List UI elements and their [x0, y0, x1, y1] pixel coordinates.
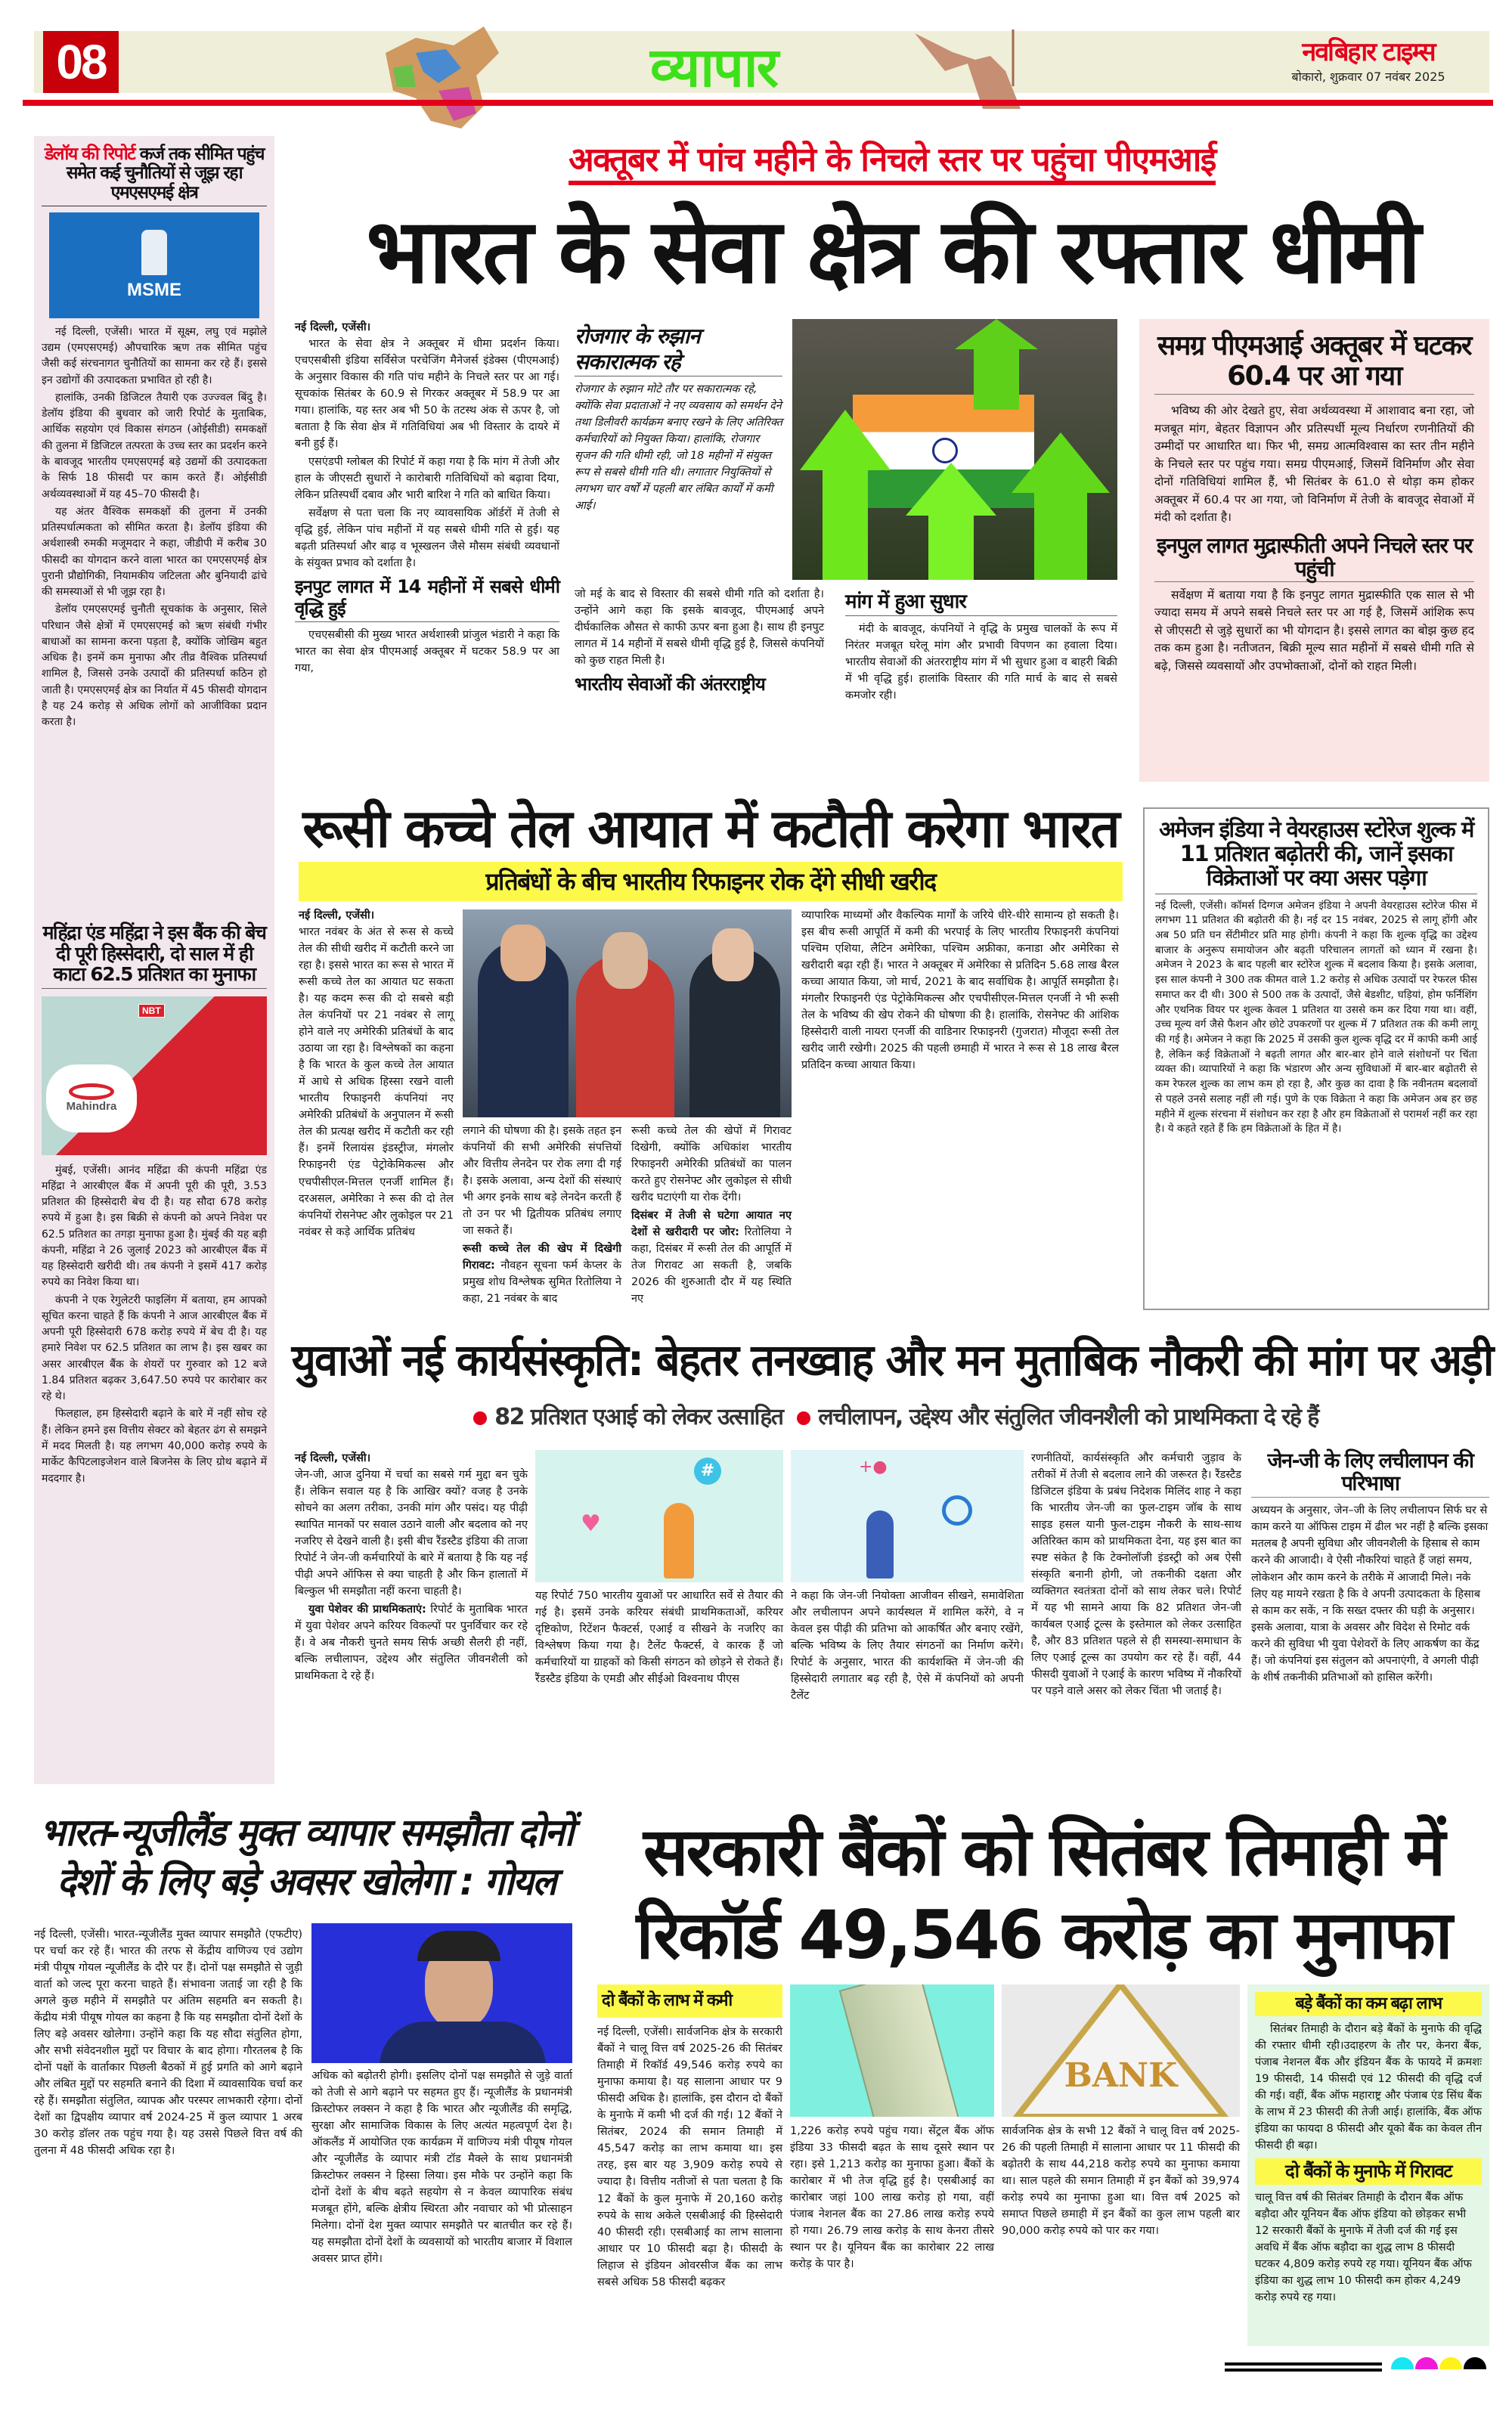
header-rule: [23, 100, 1493, 106]
black-mark-icon: [1464, 2357, 1486, 2369]
banks-box-text: चालू वित्त वर्ष की सितंबर तिमाही के दौरान बैंक ऑफ बड़ौदा और यूनियन बैंक ऑफ इंडिया को छोड़कर सभी 12 सरकारी बैंकों के मुनाफे में तेजी दर्ज की गई इस अवधि में बैंक ऑफ बड़ौदा का शुद्ध लाभ 8 फीसदी घटकर 4,809 करोड़ रुपये रह गया। यूनियन बैंक ऑफ इंडिया का शुद्ध लाभ 10 फीसदी कम होकर 4,249 करोड़ रुपये रह गया।: [1255, 2191, 1472, 2304]
oil-headline: रूसी कच्चे तेल आयात में कटौती करेगा भारत: [302, 798, 1119, 860]
youth-subhead: युवा पेशेवर की प्राथमिकताएं:: [308, 1603, 426, 1616]
msme-logo-image: [49, 212, 259, 318]
oil-paragraph: लगाने की घोषणा की है। इसके तहत इन कंपनियों की सभी अमेरिकी संपत्तियों और वित्तीय लेनदेन पर रोक लगा दी गई है। इसके अलावा, अन्य देशों की संस्थाएं भी अगर इनके साथ बड़े लेनदेन करती हैं तो उन पर भी द्वितीयक प्रतिबंध लगाए जा सकते हैं।: [463, 1125, 621, 1238]
nz-paragraph: नई दिल्ली, एजेंसी। भारत-न्यूजीलैंड मुक्त व्यापार समझौते (एफटीए) पर चर्चा कर रहे हैं। भारत की तरफ से केंद्रीय वाणिज्य एवं उद्योग मंत्री पीयूष गोयल न्यूजीलैंड के दौरे पर हैं। दोनों पक्ष समझौते से जुड़ी वार्ता को जल्द पूरा करना चाहते हैं। संभावना जताई जा रही है कि अगले कुछ महीने में समझौते पर अंतिम सहमति बन सकती है। केंद्रीय मंत्री पीयूष गोयल का कहना है कि यह समझौता दोनों देशों के लिए बड़े अवसर खोलेगा। उन्होंने कहा कि यह सौदा संतुलित होगा, और सभी संवेदनशील मुद्दों पर विचार के बाद होगा। गौरतलब है कि दोनों पक्षों के वार्ताकार पिछली बैठकों में हुई प्रगति को आगे बढ़ाने और लंबित मुद्दों पर सहमति बनाने की दिशा में व्यावसायिक चर्चा कर रहे हैं। समझौता संतुलित, व्यापक और परस्पर लाभकारी रहेगा। दोनों देशों का द्विपक्षीय व्यापार वर्ष 2024-25 में कुल व्यापार 1 अरब 30 करोड़ डॉलर तक पहुंच गया है। यह उससे पिछले वित्त वर्ष की तुलना में 48 फीसदी अधिक रहा है।: [34, 1929, 302, 2158]
banks-box-subhead: दो बैंकों के मुनाफे में गिरावट: [1255, 2158, 1482, 2184]
services-paragraph: एचएसबीसी की मुख्य भारत अर्थशास्त्री प्रांजुल भंडारी ने कहा कि भारत का सेवा क्षेत्र पीएमआई अक्तूबर में घटकर 58.9 पर आ गया,: [295, 629, 559, 675]
genz-headline: जेन-जी के लिए लचीलापन की परिभाषा: [1251, 1450, 1489, 1498]
currency-notes-photo: [790, 1984, 994, 2117]
oil-subhead: रूसी कच्चे तेल की खेप में दिखेगी गिरावट:: [463, 1243, 621, 1272]
magenta-mark-icon: [1415, 2357, 1438, 2369]
youth-paragraph: रिपोर्ट के मुताबिक भारत में युवा पेशेवर अपने करियर विकल्पों पर पुनर्विचार कर रहे हैं। वे अब नौकरी चुनते समय सिर्फ अच्छी सैलरी ही नहीं, बल्कि लचीलापन, उद्देश्य और संतुलित जीवनशैली को प्राथमिकता दे रहे हैं।: [295, 1603, 528, 1683]
msme-paragraph: यह अंतर वैश्विक समकक्षों की तुलना में उनकी प्रतिस्पर्धात्मकता को सीमित करता है। डेलॉय इंडिया की अर्थशास्त्री रुमकी मजूमदार ने कहा, जीडीपी में करीब 30 फीसदी का योगदान करने वाला भारत का एमएसएमई क्षेत्र पुरानी प्रौद्योगिकी, नियामकीय जटिलता और बुनियादी ढांचे की समस्याओं से भी जूझ रहा है।: [42, 505, 267, 599]
genz-text: अध्ययन के अनुसार, जेन–जी के लिए लचीलापन सिर्फ घर से काम करने या ऑफिस टाइम में ढील भर नहीं है बल्कि इसका मतलब है अपनी सुविधा और जीवनशैली के हिसाब से काम करने की आजादी। वे ऐसी नौकरियां चाहते हैं जहां समय, लोकेशन और काम करने के तरीके में आजादी मिले। नके लिए यह मायने रखता है कि वे अपनी उत्पादकता के हिसाब से काम कर सकें, न कि सख्त दफ्तर की घड़ी के अनुसार। इसके अलावा, यात्रा के अवसर और विदेश से रिमोट वर्क करने की सुविधा भी युवा पेशेवरों के लिए आकर्षण का केंद्र हैं। जो कंपनियां इस संतुलन को अपनाएंगी, वे अगली पीढ़ी के शीर्ष तकनीकी प्रतिभाओं को हासिल करेंगी।: [1251, 1504, 1489, 1684]
employment-sidebar: [575, 319, 782, 514]
youth-illustration-2: [791, 1450, 1024, 1582]
magnifier-icon: [942, 1495, 972, 1526]
oil-paragraph: रूसी कच्चे तेल की खेपों में गिरावट दिखेगी, क्योंकि अधिकांश भारतीय रिफाइनरी अमेरिकी प्रतिबंधों का पालन करते हुए रोसनेफ्ट और लुकोइल से सीधी खरीद घटाएंगी या रोक देंगी।: [631, 1125, 792, 1204]
services-body: [295, 319, 559, 678]
banks-box-subhead: बड़े बैंकों का कम बढ़ा लाभ: [1255, 1992, 1482, 2016]
banks-subhead-yellow: दो बैंकों के लाभ में कमी: [597, 1984, 782, 2018]
youth-bullet: 82 प्रतिशत एआई को लेकर उत्साहित: [494, 1404, 783, 1430]
person-figure-icon: [664, 1503, 694, 1579]
services-dateline: नई दिल्ली, एजेंसी।: [295, 321, 371, 333]
msme-headline: कर्ज तक सीमित पहुंच समेत कई चुनौतियों से जूझ रहा एमएसएमई क्षेत्र: [66, 144, 265, 203]
hashtag-icon: #: [694, 1458, 721, 1485]
oil-paragraph: व्यापारिक माध्यमों और वैकल्पिक मार्गों के जरिये धीरे-धीरे सामान्य हो सकती है। इस बीच रूसी आपूर्ति में कमी की भरपाई के लिए भारतीय रिफाइनरी कंपनियां पश्चिम एशिया, लैटिन अमेरिका, पश्चिम अफ्रीका, कनाडा और अमेरिका से खरीदारी बढ़ा रही हैं। भारत ने अक्तूबर में अमेरिका से प्रतिदिन 5.68 लाख बैरल कच्चा आयात किया, जो मार्च, 2021 के बाद सर्वाधिक है। आपूर्ति समझौता है। मंगलौर रिफाइनरी एंड पेट्रोकेमिकल्स और एचपीसीएल-मित्तल एनर्जी ने भी रूसी तेल के भविष्य की खेप रोकने की घोषणा की है। हालांकि, रोसनेफ्ट की आंशिक हिस्सेदारी वाली नायरा एनर्जी की वाडिनार रिफाइनरी (गुजरात) मौजूदा रूसी तेल खरीद जारी रखेगी। 2025 की पहली छमाही में भारत ने रूस से 18 लाख बैरल प्रतिदिन कच्चा आयात किया।: [801, 909, 1119, 1072]
msme-article: [42, 145, 267, 731]
services-paragraph: सर्वेक्षण से पता चला कि नए व्यावसायिक ऑर्डरों में तेजी से वृद्धि हुई, लेकिन पांच महीनों में यह सबसे धीमी गति से हुई। यह बढ़ती प्रतिस्पर्धा और बाढ़ व भूस्खलन जैसे मौसम संबंधी व्यवधानों के संयुक्त प्रभाव को दर्शाता है।: [295, 507, 559, 570]
amazon-text: नई दिल्ली, एजेंसी। कॉमर्स दिग्गज अमेजन इंडिया ने अपनी वेयरहाउस स्टोरेज फीस में लगभग 11 प्रतिशत की बढ़ोतरी की है। नई दर 15 नवंबर, 2025 से लागू होंगी और अब 50 प्रति घन सेंटीमीटर प्रति माह होगी। कंपनी ने कहा कि शुल्क वृद्धि का उद्देश्य बाजार के अनुरूप समायोजन और बढ़ती परिचालन लागतों को ध्यान में रखना है। अमेजन ने 2023 के बाद पहली बार स्टोरेज शुल्क में बदलाव किया है। इसके अलावा, इस साल कंपनी ने 300 तक कीमत वाले 1.2 करोड़ से अधिक उत्पादों पर रेफरल फीस समाप्त कर दी थी। 300 से 500 तक के उत्पादों, जैसे बेडशीट, घड़ियां, होम फर्निशिंग और एथनिक वियर पर शुल्क केवल 1 प्रतिशत या उससे कम कर दिया गया था। वहीं, उच्च मूल्य वर्ग जैसे फैशन और छोटे उपकरणों पर शुल्क में 7 प्रतिशत तक की कमी लागू की गई है। अमेजन ने कहा कि 2025 में उसकी कुल शुल्क वृद्धि दर में काफी कमी आई है, लेकिन कई विक्रेताओं ने बढ़ती लागत और बार-बार होने वाले संशोधनों पर चिंता व्यक्त की। व्यापारियों ने कहा कि भंडारण और अन्य सुविधाओं में बार-बार बढ़ोतरी से कम रेफरल शुल्क का लाभ कम हो रहा है, और कुछ का दावा है कि नवीनतम बदलावों से पहले उनसे सलाह नहीं ली गई। पुणे के एक विक्रेता ने कहा कि अमेजन अब हर छह महीने में शुल्क संरचना में संशोधन कर रहा है और हम विक्रेताओं से परामर्श नहीं कर रहा है। ये कहते रहते हैं कि हम विक्रेताओं के हित में है।: [1155, 899, 1477, 1135]
mahindra-logo-icon: [46, 1064, 137, 1132]
amazon-box: [1143, 807, 1489, 1310]
msme-headline-kicker: डेलॉय की रिपोर्ट: [44, 144, 135, 164]
section-title: व्यापार: [650, 36, 778, 99]
services-kicker: अक्तूबर में पांच महीने के निचले स्तर पर पहुंचा पीएमआई: [569, 141, 1216, 185]
bank-building-photo: [1002, 1984, 1240, 2117]
photo-tag: NBT: [138, 1004, 165, 1018]
oil-subhead: दिसंबर में तेजी से घटेगा आयात नए देशों से खरीदारी पर जोर:: [631, 1210, 792, 1239]
masthead-logo: नवबिहार टाइम्स: [1302, 37, 1435, 67]
oil-col-2: [463, 1123, 621, 1309]
pmi-headline: समग्र पीएमआई अक्तूबर में घटकर 60.4 पर आ गया: [1154, 331, 1474, 395]
yellow-mark-icon: [1439, 2357, 1462, 2369]
oil-col-1: [299, 907, 454, 1242]
up-arrows-icon: [792, 319, 1117, 580]
nz-paragraph: अधिक को बढ़ोतरी होगी। इसलिए दोनों पक्ष समझौते से जुड़े वार्ता को तेजी से आगे बढ़ाने पर सहमत हुए हैं। न्यूजीलैंड के प्रधानमंत्री क्रिस्टोफर लक्सन ने कहा है कि भारत और न्यूजीलैंड की समृद्धि, सुरक्षा और सामाजिक विकास के लिए अत्यंत महत्वपूर्ण देश है। ऑकलैंड में आयोजित एक कार्यक्रम में वाणिज्य मंत्री पीयूष गोयल और न्यूजीलैंड के व्यापार मंत्री टॉड मैक्ले के साथ प्रधानमंत्री क्रिस्टोफर लक्सन ने हिस्सा लिया। इस मौके पर उन्होंने कहा कि दोनों देशों के बीच बढ़ते सहयोग से न केवल व्यापारिक संबंध मजबूत होंगे, बल्कि क्षेत्रीय स्थिरता और नवाचार को भी प्रोत्साहन मिलेगा। दोनों देश मुक्त व्यापार समझौते पर बातचीत कर रहे हैं। यह समझौता दोनों देशों के व्यवसायों को भारतीय बाजार में विशाल अवसर प्राप्त होंगे।: [311, 2070, 573, 2266]
youth-col-1: [295, 1450, 528, 1686]
services-subhead: भारतीय सेवाओं की अंतरराष्ट्रीय: [575, 674, 765, 696]
nz-col-2: [311, 2068, 572, 2269]
genz-box: [1251, 1450, 1489, 1686]
pmi-box: [1139, 319, 1489, 782]
pmi-paragraph: भविष्य की ओर देखते हुए, सेवा अर्थव्यवस्था में आशावाद बना रहा, जो मजबूत मांग, बेहतर विज्ञापन और प्रतिस्पर्धी मूल्य निर्धारण रणनीतियों की उम्मीदों पर आधारित था। फिर भी, समग्र आत्मविश्वास का स्तर तीन महीने के निचले स्तर पर पहुंच गया। समग्र पीएमआई, जिसमें विनिर्माण और सेवा दोनों गतिविधियां शामिल हैं, भी सितंबर के 61.0 से थोड़ा कम होकर अक्तूबर में 60.4 पर आ गया, जो विनिर्माण में तेजी के बावजूद सेवाओं में मंदी को दर्शाता है।: [1154, 404, 1474, 525]
youth-paragraph: यह रिपोर्ट 750 भारतीय युवाओं पर आधारित सर्वे से तैयार की गई है। इसमें उनके करियर संबंधी प्राथमिकताओं, करियर दृष्टिकोण, रिटेंशन फैक्टर्स, एआई व सीखने के नजरिए का विश्लेषण किया गया है। टैलेंट फैक्टर्स, वे कारक हैं जो कर्मचारियों या ग्राहकों को किसी संगठन को छोड़ने से रोकते हैं। रैंडस्टैड इंडिया के एमडी और सीईओ विश्वनाथ पीएस: [535, 1590, 783, 1686]
amazon-headline: अमेजन इंडिया ने वेयरहाउस स्टोरेज शुल्क में 11 प्रतिशत बढ़ोतरी की, जानें इसका विक्रेताओं पर क्या असर पड़ेगा: [1155, 818, 1477, 894]
youth-paragraph: ने कहा कि जेन-जी नियोक्ता आजीवन सीखने, समावेशिता और लचीलापन अपने कार्यस्थल में शामिल करेंगे, वे न केवल इस पीढ़ी की प्रतिभा को आकर्षित और बनाए रखेंगे, बल्कि भविष्य के लिए तैयार संगठनों का निर्माण करेंगे। रिपोर्ट के अनुसार, भारत की कार्यशक्ति में जेन-जी की हिस्सेदारी लगातार बढ़ रही है, ऐसे में कंपनियों को अपनी टैलेंट: [791, 1590, 1024, 1702]
banks-paragraph: नई दिल्ली, एजेंसी। सार्वजनिक क्षेत्र के सरकारी बैंकों ने चालू वित्त वर्ष 2025-26 की सितंबर तिमाही में रिकॉर्ड 49,546 करोड़ रुपये का मुनाफा कमाया है। यह सालाना आधार पर 9 फीसदी अधिक है। हालांकि, इस दौरान दो बैंकों के मुनाफे में कमी भी दर्ज की गई। 12 बैंकों ने सितंबर, 2024 की समान तिमाही में 45,547 करोड़ का लाभ कमाया था। इस तरह, इस बार यह 3,909 करोड़ रुपये से ज्यादा है। वित्तीय नतीजों से पता चलता है कि 12 बैंकों के कुल मुनाफे में 20,160 करोड़ रुपये के साथ अकेले एसबीआई की हिस्सेदारी 40 फीसदी रही। एसबीआई का लाभ सालाना आधार पर 10 फीसदी बढ़ा है। फीसदी के लिहाज से इंडियन ओवरसीज बैंक का लाभ सबसे अधिक 58 फीसदी बढ़कर: [597, 2026, 782, 2288]
oil-col-3: [631, 1123, 792, 1309]
india-growth-photo: [792, 319, 1117, 580]
page-number: 08: [43, 31, 119, 93]
banks-paragraph: 1,226 करोड़ रुपये पहुंच गया। सेंट्रल बैंक ऑफ इंडिया 33 फीसदी बढ़त के साथ दूसरे स्थान पर रहा। इसे 1,213 करोड़ का मुनाफा हुआ। बैंकों के कारोबार में भी तेज वृद्धि हुई है। एसबीआई का कारोबार जहां 100 लाख करोड़ हो गया, वहीं पंजाब नेशनल बैंक का 27.86 लाख करोड़ रुपये हो गया। 26.79 लाख करोड़ के साथ केनरा तीसरे स्थान पर है। यूनियन बैंक का कारोबार 22 लाख करोड़ के पार है।: [790, 2125, 994, 2271]
oil-col-4: [801, 907, 1119, 1075]
state-map-collage-icon: [370, 23, 514, 136]
issue-dateline: बोकारो, शुक्रवार 07 नवंबर 2025: [1291, 70, 1445, 84]
bullet-dot-icon: [797, 1411, 810, 1425]
oil-paragraph: रितोलिया ने कहा, दिसंबर में रूसी तेल की आपूर्ति में तेज गिरावट आ सकती है, जबकि 2026 की शुरुआती दौर में यह स्थिति नए: [631, 1226, 792, 1306]
banks-headline: सरकारी बैंकों को सितंबर तिमाही में रिकॉर्ड 49,546 करोड़ का मुनाफा: [636, 1813, 1451, 1974]
services-paragraph: जो मई के बाद से विस्तार की सबसे धीमी गति को दर्शाता है। उन्होंने आगे कहा कि इसके बावजूद, पीएमआई अपने दीर्घकालिक औसत से काफी ऊपर बना हुआ है। साथ ही इनपुट लागत में 14 महीनों में सबसे धीमी वृद्धि हुई है, जिससे कंपनियों को कुछ राहत मिली है।: [575, 588, 824, 668]
banks-paragraph: सार्वजनिक क्षेत्र के सभी 12 बैंकों ने चालू वित्त वर्ष 2025-26 की पहली तिमाही में सालाना आधार पर 11 फीसदी की बढ़ोतरी के साथ 44,218 करोड़ रुपये का मुनाफा कमाया था। साल पहले की समान तिमाही में इन बैंकों को 39,974 करोड़ रुपये का मुनाफा हुआ था। वित्त वर्ष 2025 को समाप्त पिछले छमाही में इन बैंकों का कुल लाभ पहली बार 90,000 करोड़ रुपये को पार कर गया।: [1002, 2125, 1240, 2238]
services-kicker-wrap: [295, 142, 1489, 178]
services-paragraph: भारत के सेवा क्षेत्र ने अक्तूबर में धीमा प्रदर्शन किया। एचएसबीसी इंडिया सर्विसेज परचेजिंग मैनेजर्स इंडेक्स (पीएमआई) के अनुसार विकास की गति पांच महीने के निचले स्तर पर आ गई। सूचकांक सितंबर के 60.9 से गिरकर अक्तूबर में 58.9 पर आ गया। हालांकि, यह स्तर अब भी 50 के तटस्थ अंक से ऊपर है, जो बताता है कि सेवा क्षेत्र में गतिविधियां अब भी विस्तार के दायरे में बनी हुई हैं।: [295, 338, 559, 451]
services-subhead: इनपुट लागत में 14 महीनों में सबसे धीमी वृद्धि हुई: [295, 576, 559, 622]
cmyk-registration-marks: [1391, 2357, 1486, 2369]
nz-col-1: [34, 1926, 302, 2161]
youth-paragraph: जेन-जी, आज दुनिया में चर्चा का सबसे गर्म मुद्दा बन चुके हैं। लेकिन सवाल यह है कि आखिर क्यों? वजह है उनके सोचने का अलग तरीका, उनकी मांग और पसंद। यह पीढ़ी स्थापित मानकों पर सवाल उठाने वाली और बदलाव को नए नजरिए से देखने वाली है। इसी बीच रैंडस्टैड इंडिया की ताजा रिपोर्ट ने जेन-जी कर्मचारियों के बारे में बताया है कि यह नई पीढ़ी अपने ऑफिस से क्या चाहती है और किन हालातों में बिल्कुल भी समझौता नहीं करना चाहती है।: [295, 1469, 528, 1598]
mahindra-paragraph: मुंबई, एजेंसी। आनंद महिंद्रा की कंपनी महिंद्रा एंड महिंद्रा ने आरबीएल बैंक में अपनी पूरी की पूरी, 3.53 प्रतिशत की हिस्सेदारी बेच दी है। यह सौदा 678 करोड़ रुपये में हुआ है। इस बिक्री से कंपनी को अपने निवेश पर 62.5 प्रतिशत का तगड़ा मुनाफा हुआ है। मुंबई की यह बड़ी कंपनी, महिंद्रा ने 26 जुलाई 2023 को आरबीएल बैंक में यह हिस्सेदारी खरीदी थी। तब कंपनी ने इसमें 417 करोड़ रुपये का निवेश किया था।: [42, 1163, 267, 1289]
mahindra-article: [42, 922, 267, 1489]
mahindra-photo: [42, 996, 267, 1155]
mahindra-paragraph: कंपनी ने एक रेगुलेटरी फाइलिंग में बताया, हम आपको सूचित करना चाहते हैं कि कंपनी ने आज आरबीएल बैंक में अपनी पूरी हिस्सेदारी 678 करोड़ रुपये में बेच दी है। यह हमारे निवेश पर 62.5 प्रतिशत का लाभ है। इस खबर का असर आरबीएल बैंक के शेयरों पर गुरुवार को 12 बजे 1.84 प्रतिशत बढ़कर 3,647.50 रुपये पर कारोबार कर रहे थे।: [42, 1294, 267, 1403]
nz-headline: भारत-न्यूजीलैंड मुक्त व्यापार समझौता दोनों देशों के लिए बड़े अवसर खोलेगा : गोयल: [39, 1811, 573, 1904]
banks-box: [1247, 1984, 1489, 2346]
oil-paragraph: भारत नवंबर के अंत से रूस से कच्चे तेल की सीधी खरीद में कटौती करने जा रहा है। इससे भारत का रूस से भारत में रूसी कच्चे तेल का आयात घट सकता है। यह कदम रूस की दो सबसे बड़ी तेल कंपनियों पर 21 नवंबर से लागू होने वाले नए अमेरिकी प्रतिबंधों के बाद उठाया जा रहा है। विश्लेषकों का कहना है कि भारत के कुल कच्चे तेल आयात में आधे से अधिक हिस्सा रखने वाली भारतीय रिफाइनरी कंपनियां नए अमेरिकी प्रतिबंधों के अनुपालन में रूसी तेल की प्रत्यक्ष खरीद में कटौती कर रही हैं। इनमें रिलायंस इंडस्ट्रीज, मंगलोर रिफाइनरी एंड पेट्रोकेमिकल्स और एचपीसीएल-मित्तल एनर्जी शामिल हैं। दरअसल, अमेरिका ने रूस की दो तेल कंपनियों रोसनेफ्ट और लुकोइल पर 21 नवंबर से कड़े आर्थिक प्रतिबंध: [299, 926, 454, 1238]
demand-paragraph: मंदी के बावजूद, कंपनियों ने वृद्धि के प्रमुख चालकों के रूप में निरंतर मजबूत घरेलू मांग और प्रभावी विपणन का हवाला दिया। भारतीय सेवाओं की अंतरराष्ट्रीय मांग में भी सुधार हुआ व बाहरी बिक्री में भी वृद्धि हुई। हालांकि विस्तार की गति मार्च के बाद से सबसे कमजोर रही।: [845, 623, 1117, 702]
youth-bullets: [295, 1405, 1489, 1430]
banks-box-text: सितंबर तिमाही के दौरान बड़े बैंकों के मुनाफे की वृद्धि की रफ्तार धीमी रही।उदाहरण के तौर पर, केनरा बैंक, पंजाब नेशनल बैंक और इंडियन बैंक के फायदे में क्रमशः 19 फीसदी, 14 फीसदी एवं 12 फीसदी की वृद्धि दर्ज की गई। वहीं, बैंक ऑफ महाराष्ट्र और पंजाब एंड सिंध बैंक के लाभ में 23 फीसदी की तेजी आई। हालांकि, बैंक ऑफ इंडिया का फायदा 8 फीसदी और यूको बैंक का केवल तीन फीसदी ही बढ़ा।: [1255, 2023, 1482, 2152]
youth-col-3: [791, 1588, 1024, 1706]
mahindra-paragraph: फिलहाल, हम हिस्सेदारी बढ़ाने के बारे में नहीं सोच रहे हैं। लेकिन हमने इस वित्तीय सेक्टर को बेहतर ढंग से समझने में मदद मिलती है। यह लगभग 40,000 करोड़ रुपये के मार्केट कैपिटलाइजेशन वाले बिजनेस के लिए ग्रोथ बढ़ाने में मददगार है।: [42, 1408, 267, 1485]
bank-sign: BANK: [1064, 2056, 1178, 2095]
print-rule: [1225, 2362, 1382, 2372]
cyan-mark-icon: [1391, 2357, 1414, 2369]
leaders-photo: [463, 909, 792, 1117]
youth-col-2: [535, 1588, 783, 1689]
msme-paragraph: हालांकि, उनकी डिजिटल तैयारी एक उज्ज्वल बिंदु है। डेलॉय इंडिया की बुधवार को जारी रिपोर्ट के मुताबिक, आर्थिक सहयोग एवं विकास संगठन (ओईसीडी) समकक्षों की तुलना में डिजिटल तत्परता के उच्च स्तर का प्रदर्शन करने के बावजूद भारतीय एमएसएमई बड़े उद्यमों की उत्पादकता के सिर्फ 18 फीसदी पर काम करते हैं। ओईसीडी अर्थव्यवस्थाओं में यह 45–70 फीसदी है।: [42, 391, 267, 500]
youth-col-4: [1031, 1450, 1241, 1701]
oil-paragraph: नौवहन सूचना फर्म केप्लर के प्रमुख शोध विश्लेषक सुमित रितोलिया ने कहा, 21 नवंबर के बाद: [463, 1259, 621, 1306]
services-paragraph: एसएंडपी ग्लोबल की रिपोर्ट में कहा गया है कि मांग में तेजी और हाल के जीएसटी सुधारों ने कारोबारी गतिविधियों को बढ़ावा दिया, लेकिन प्रतिस्पर्धी दबाव और भारी बारिश ने गति को बाधित किया।: [295, 456, 559, 502]
youth-headline: युवाओं नई कार्यसंस्कृति: बेहतर तनख्वाह और मन मुताबिक नौकरी की मांग पर अड़ी: [291, 1334, 1493, 1386]
youth-paragraph: रणनीतियों, कार्यसंस्कृति और कर्मचारी जुड़ाव के तरीकों में तेजी से बदलाव लाने की जरूरत है। रैंडस्टैड डिजिटल इंडिया के प्रबंध निदेशक मिलिंद शाह ने कहा कि भारतीय जेन-जी का फुल-टाइम जॉब के साथ साइड हसल यानी फुल-टाइम नौकरी के साथ-साथ अतिरिक्त काम को प्राथमिकता देना, यह इस बात का स्पष्ट संकेत है कि टेक्नोलॉजी इंडस्ट्री को अब ऐसी संस्कृति बनानी होगी, जो तकनीकी दक्षता और व्यक्तिगत स्वतंत्रता दोनों को साथ लेकर चले। रिपोर्ट में यह भी सामने आया कि 82 प्रतिशत जेन-जी कार्यबल एआई टूल्स के इस्तेमाल को लेकर उत्साहित है, और 83 प्रतिशत पहले से ही समस्या-समाधान के लिए एआई टूल्स का उपयोग कर रहे हैं। वहीं, 44 फीसदी युवाओं ने एआई के कारण भविष्य में नौकरियों पर पड़ने वाले असर को लेकर चिंता भी जताई है।: [1031, 1452, 1241, 1698]
employment-subhead: रोजगार के रुझान सकारात्मक रहे: [575, 324, 782, 376]
demand-section: [845, 586, 1117, 705]
mahindra-headline: महिंद्रा एंड महिंद्रा ने इस बैंक की बेच दी पूरी हिस्सेदारी, दो साल में ही काटा 62.5 प्रतिशत का मुनाफा: [42, 922, 267, 989]
oil-dateline: नई दिल्ली, एजेंसी।: [299, 909, 375, 922]
emblem-icon: [141, 230, 167, 275]
oil-deck: प्रतिबंधों के बीच भारतीय रिफाइनर रोक देंगे सीधी खरीद: [299, 862, 1123, 901]
pmi-subhead: इनपुल लागत मुद्रास्फीती अपने निचले स्तर पर पहुंची: [1154, 534, 1474, 582]
services-continued: [575, 586, 824, 702]
youth-bullet: लचीलापन, उद्देश्य और संतुलित जीवनशैली को प्राथमिकता दे रहे हैं: [818, 1404, 1318, 1430]
youth-illustration-1: [535, 1450, 783, 1582]
bullet-dot-icon: [473, 1411, 487, 1425]
archer-statue-icon: [900, 26, 1051, 109]
demand-subhead: मांग में हुआ सुधार: [845, 590, 1117, 616]
services-headline: भारत के सेवा क्षेत्र की रफ्तार धीमी: [366, 199, 1418, 303]
mahindra-brand: Mahindra: [66, 1100, 117, 1113]
pmi-paragraph: सर्वेक्षण में बताया गया है कि इनपुट लागत मुद्रास्फीति एक साल से भी ज्यादा समय में अपने सबसे निचले स्तर पर आ गई है, जिसमें आंशिक रूप से जीएसटी से जुड़े सुधारों का भी योगदान है। इससे लागत का बोझ कुछ हद तक कम हुआ है। नतीजतन, बिक्री मूल्य सात महीनों में सबसे धीमी गति से बढ़े, जिससे व्यवसायों और उपभोक्ताओं, दोनों को राहत मिली।: [1154, 587, 1474, 673]
person-figure-icon: [866, 1510, 894, 1579]
youth-dateline: नई दिल्ली, एजेंसी।: [295, 1452, 371, 1464]
banks-col-1: [597, 1984, 782, 2291]
goyal-photo: [311, 1923, 572, 2063]
add-user-icon: +●: [859, 1458, 888, 1476]
msme-logo-text: MSME: [127, 279, 181, 300]
msme-paragraph: डेलॉय एमएसएमई चुनौती सूचकांक के अनुसार, सिले परिधान जैसे क्षेत्रों में एमएसएमई को ऋण संबंधी गंभीर बाधाओं का सामना करना पड़ता है, क्योंकि जोखिम बहुत अधिक है। इनमें कम मुनाफा और तीव्र वैश्विक प्रतिस्पर्धा शामिल है, जिससे उनके उत्पादों की प्रतिस्पर्धा कठिन हो जाती है। एमएसएमई क्षेत्र का निर्यात में 45 फीसदी योगदान है यह 24 करोड़ से अधिक लोगों को आजीविका प्रदान करता है।: [42, 603, 267, 729]
banks-col-2: [790, 2123, 994, 2274]
banks-col-3: [1002, 2123, 1240, 2241]
msme-paragraph: नई दिल्ली, एजेंसी। भारत में सूक्ष्म, लघु एवं मझोले उद्यम (एमएसएमई) औपचारिक ऋण तक सीमित पहुंच जैसी कई संरचनागत चुनौतियों का सामना कर रहे हैं। इससे इन उद्योगों की उत्पादकता प्रभावित हो रही है।: [42, 325, 267, 386]
left-sidebar-column: [34, 136, 274, 1784]
heart-icon: ♥: [581, 1510, 601, 1537]
employment-text: रोजगार के रुझान मोटे तौर पर सकारात्मक रहे, क्योंकि सेवा प्रदाताओं ने नए व्यवसाय को समर्थन देने तथा डिलीवरी कार्यक्रम बनाए रखने के लिए अतिरिक्त कर्मचारियों को नियुक्त किया। हालांकि, रोजगार सृजन की गति धीमी रही, जो 18 महीनों में संयुक्त रूप से सबसे धीमी गति थी। लगातार नियुक्तियों से लगभग चार वर्षों में पहली बार लंबित कार्यों में कमी आई।: [575, 383, 783, 513]
